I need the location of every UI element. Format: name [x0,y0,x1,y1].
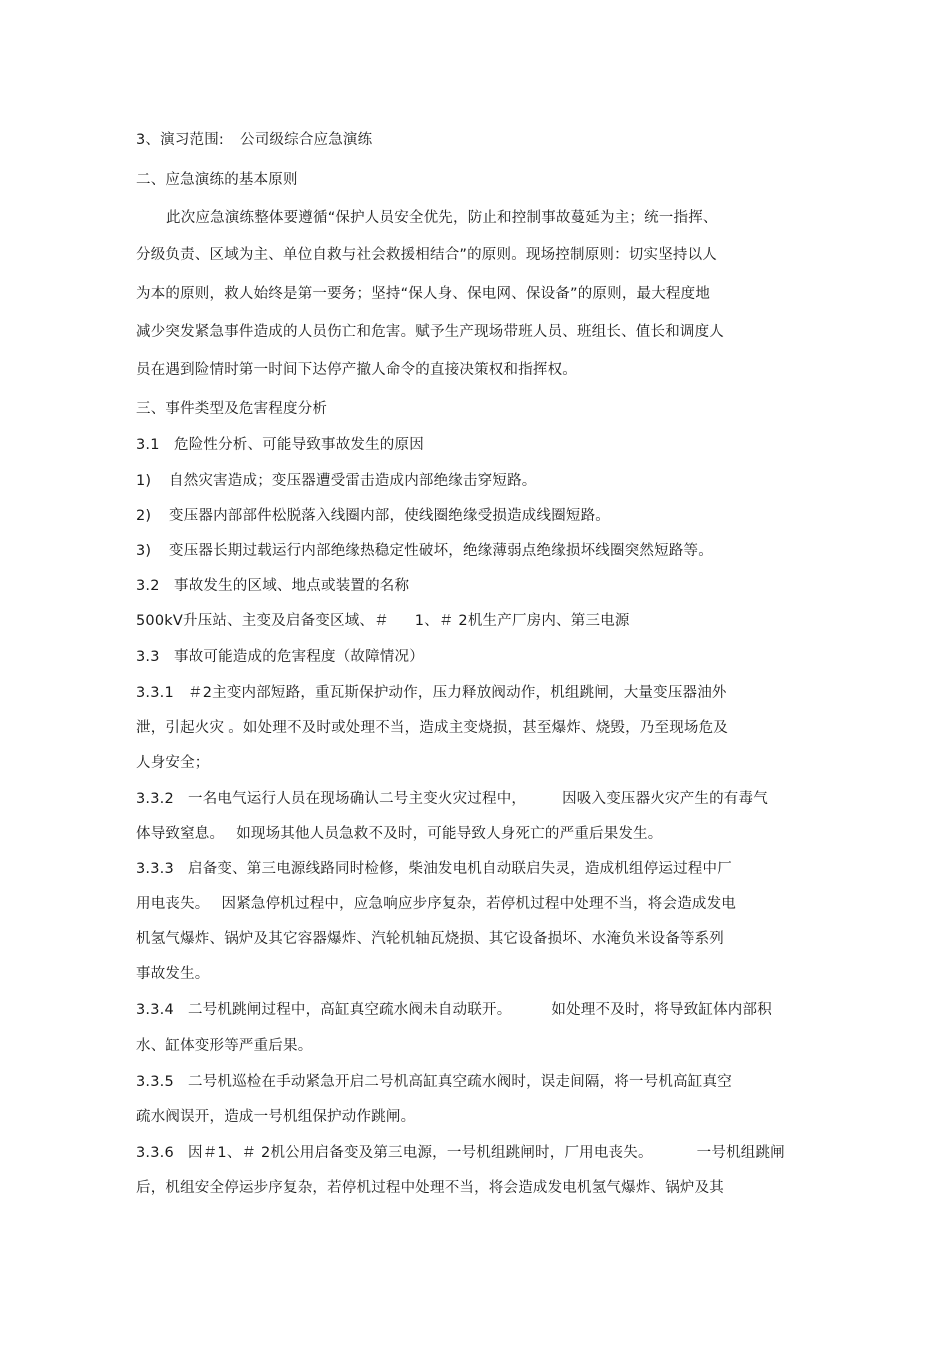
section-heading-2: 二、应急演练的基本原则 [136,172,298,188]
paragraph-line: 后，机组安全停运步序复杂，若停机过程中处理不当，将会造成发电机氢气爆炸、锅炉及其 [136,1180,724,1196]
area-line [136,611,630,631]
list-item-text: 变压器长期过载运行内部绝缘热稳定性破坏，绝缘薄弱点绝缘损坏线圈突然短路等。 [169,543,713,559]
item-number: 3.3.5 [136,1074,174,1090]
text-segment: 因紧急停机过程中，应急响应步序复杂，若停机过程中处理不当，将会造成发电 [221,896,736,912]
item-text: 启备变、第三电源线路同时检修，柴油发电机自动联启失灵，造成机组停运过程中厂 [188,861,732,877]
subsection-3-1 [136,435,424,455]
drill-scope-line [136,130,372,150]
item-text: ＃2主变内部短路，重瓦斯保护动作，压力释放阀动作，机组跳闸，大量变压器油外 [188,685,727,701]
item-text-cont: 一号机组跳闸 [696,1145,785,1161]
item-3-3-3 [136,859,732,879]
subsection-number: 3.1 [136,437,160,453]
list-item-number: 2) [136,508,152,524]
paragraph-line: 分级负责、区域为主、单位自救与社会救援相结合”的原则。现场控制原则：切实坚持以人 [136,247,718,263]
item-text-cont: 因吸入变压器火灾产生的有毒气 [562,791,768,807]
item-text: 二号机跳闸过程中，高缸真空疏水阀未自动联开。 [188,1002,512,1018]
paragraph-line [136,824,663,844]
drill-scope-label: 3、演习范围: [136,132,225,148]
list-item [136,471,537,491]
subsection-title: 危险性分析、可能导致事故发生的原因 [174,437,424,453]
paragraph-line [136,894,736,914]
list-item [136,541,713,561]
list-item-text: 自然灾害造成；变压器遭受雷击造成内部绝缘击穿短路。 [169,473,537,489]
paragraph-line: 人身安全； [136,755,210,771]
paragraph-line: 水、缸体变形等严重后果。 [136,1038,313,1054]
subsection-3-3 [136,647,424,667]
paragraph-line: 疏水阀误开，造成一号机组保护动作跳闸。 [136,1109,416,1125]
item-3-3-5 [136,1072,732,1092]
area-text-1: 500kV升压站、主变及启备变区域、＃ [136,613,389,629]
item-number: 3.3.1 [136,685,174,701]
item-number: 3.3.3 [136,861,174,877]
item-number: 3.3.4 [136,1002,174,1018]
list-item-number: 3) [136,543,152,559]
item-text: 一名电气运行人员在现场确认二号主变火灾过程中， [188,791,527,807]
item-text: 二号机巡检在手动紧急开启二号机高缸真空疏水阀时，误走间隔，将一号机高缸真空 [188,1074,732,1090]
item-text: 因＃1、＃ 2机公用启备变及第三电源，一号机组跳闸时，厂用电丧失。 [188,1145,653,1161]
subsection-3-2 [136,576,409,596]
text-segment: 体导致窒息。 [136,826,225,842]
list-item [136,506,610,526]
paragraph-line: 此次应急演练整体要遵循“保护人员安全优先，防止和控制事故蔓延为主；统一指挥、 [166,210,718,226]
subsection-number: 3.3 [136,649,160,665]
area-text-2: 1、＃ 2机生产厂房内、第三电源 [414,613,630,629]
text-segment: 用电丧失。 [136,896,210,912]
subsection-title: 事故可能造成的危害程度（故障情况） [174,649,424,665]
item-3-3-2 [136,789,768,809]
paragraph-line: 减少突发紧急事件造成的人员伤亡和危害。赋予生产现场带班人员、班组长、值长和调度人 [136,324,724,340]
text-segment: 。如处理不及时或处理不当，造成主变烧损，甚至爆炸、烧毁，乃至现场危及 [228,720,728,736]
item-3-3-1 [136,683,727,703]
item-number: 3.3.6 [136,1145,174,1161]
text-segment: 如现场其他人员急救不及时，可能导致人身死亡的严重后果发生。 [236,826,663,842]
list-item-number: 1) [136,473,152,489]
item-3-3-4 [136,1000,772,1020]
subsection-title: 事故发生的区域、地点或装置的名称 [174,578,410,594]
drill-scope-value: 公司级综合应急演练 [240,132,373,148]
paragraph-line: 事故发生。 [136,966,210,982]
item-3-3-6 [136,1143,785,1163]
paragraph-line [136,718,728,738]
paragraph-line: 为本的原则，救人始终是第一要务；坚持“保人身、保电网、保设备”的原则，最大程度地 [136,286,711,302]
item-text-cont: 如处理不及时，将导致缸体内部积 [551,1002,772,1018]
subsection-number: 3.2 [136,578,160,594]
paragraph-line: 机氢气爆炸、锅炉及其它容器爆炸、汽轮机轴瓦烧损、其它设备损坏、水淹负米设备等系列 [136,931,724,947]
list-item-text: 变压器内部部件松脱落入线圈内部，使线圈绝缘受损造成线圈短路。 [169,508,610,524]
text-segment: 泄，引起火灾 [136,720,225,736]
section-heading-3: 三、事件类型及危害程度分析 [136,401,328,417]
item-number: 3.3.2 [136,791,174,807]
paragraph-line: 员在遇到险情时第一时间下达停产撤人命令的直接决策权和指挥权。 [136,362,577,378]
